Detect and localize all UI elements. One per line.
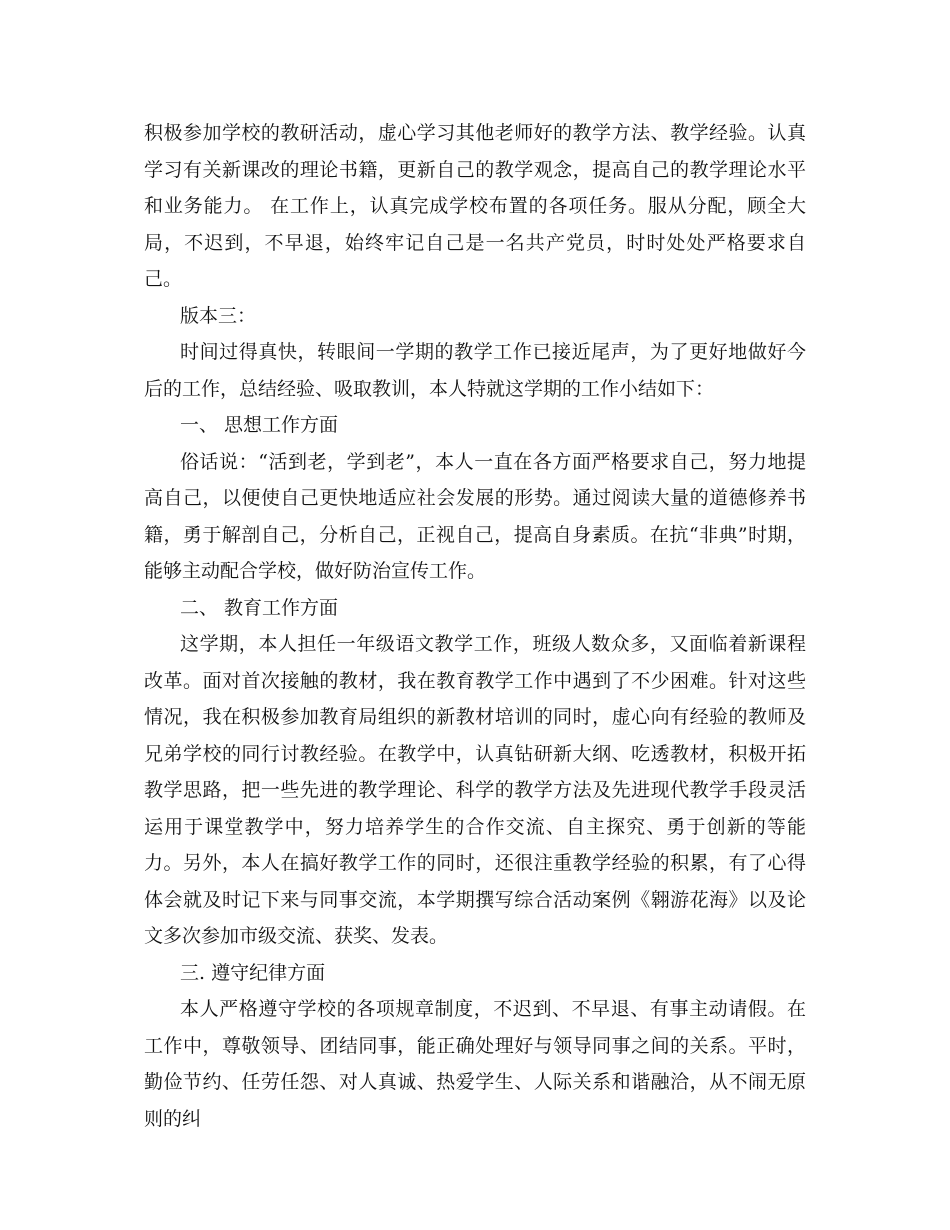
section-heading-discipline: 三. 遵守纪律方面 [180,961,326,984]
section-heading-ideology: 一、 思想工作方面 [180,414,339,436]
section-label-version-three: 版本三： [180,304,257,327]
paragraph-continuation: 积极参加学校的教研活动，虚心学习其他老师好的教学方法、教学经验。认真学习有关新课改的理论书籍，更新自己的教学观念，提高自己的教学理论水平和业务能力。 在工作上，认真完成学校布置的各项任务。服从分配，顾全大局，不迟到，不早退，始终牢记自己是一名共产党员，时时处处严格要求自己。 [144,122,806,290]
document-body [144,115,806,1137]
section-heading-education: 二、 教育工作方面 [180,596,339,619]
paragraph-education: 这学期，本人担任一年级语文教学工作，班级人数众多，又面临着新课程改革。面对首次接触的教材，我在教育教学工作中遇到了不少困难。针对这些情况，我在积极参加教育局组织的新教材培训的同时，虚心向有经验的教师及兄弟学校的同行讨教经验。在教学中，认真钻研新大纲、吃透教材，积极开拓教学思路，把一些先进的教学理论、科学的教学方法及先进现代教学手段灵活运用于课堂教学中，努力培养学生的合作交流、自主探究、勇于创新的等能力。另外，本人在搞好教学工作的同时，还很注重教学经验的积累，有了心得体会就及时记下来与同事交流，本学期撰写综合活动案例《翱游花海》以及论文多次参加市级交流、获奖、发表。 [144,633,806,947]
paragraph-intro: 时间过得真快，转眼间一学期的教学工作已接近尾声，为了更好地做好今后的工作，总结经验、吸取教训，本人特就这学期的工作小结如下： [144,341,806,400]
paragraph-ideology: 俗话说：“活到老，学到老”，本人一直在各方面严格要求自己，努力地提高自己，以便使自己更快地适应社会发展的形势。通过阅读大量的道德修养书籍，勇于解剖自己，分析自己，正视自己，提高自身素质。在抗“非典”时期，能够主动配合学校，做好防治宣传工作。 [144,450,806,582]
paragraph-discipline: 本人严格遵守学校的各项规章制度，不迟到、不早退、有事主动请假。在工作中，尊敬领导、团结同事，能正确处理好与领导同事之间的关系。平时，勤俭节约、任劳任怨、对人真诚、热爱学生、人际关系和谐融洽，从不闹无原则的纠 [144,998,806,1130]
